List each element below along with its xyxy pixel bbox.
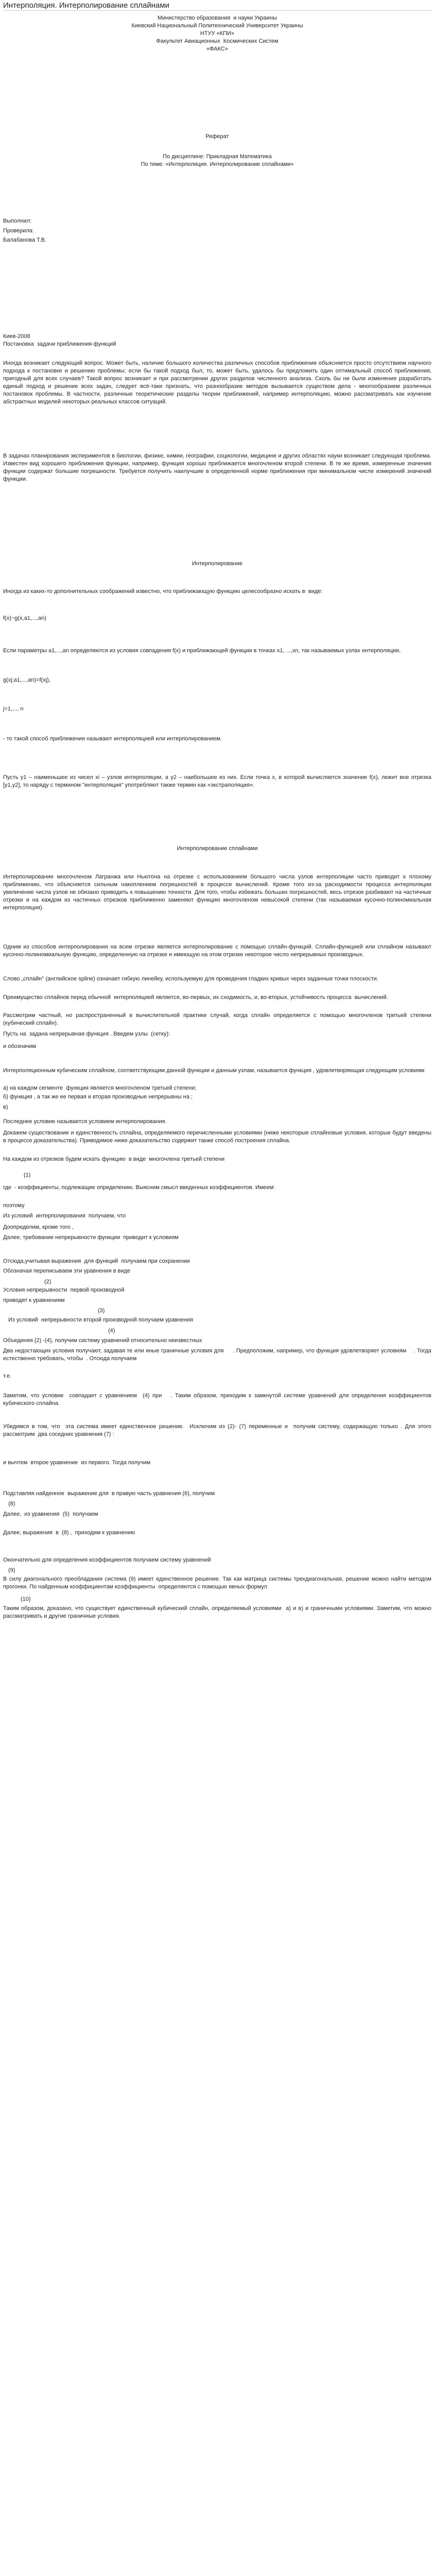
- paragraph: Рассмотрим частный, но распространенный в вычислительной практике случай, когда сплайн определяется с помощью многочленов третьей степени (кубический сплайн).: [3, 1012, 433, 1026]
- faks-line: «ФАКС»: [206, 46, 228, 52]
- paragraph: Далее, требование непрерывности функции приводит к условиям: [3, 1234, 179, 1241]
- page-title: Интерполяция. Интерполирование сплайнами: [3, 1, 170, 10]
- paragraph: Два недостающих условия получают, задавая те или иные граничные условия для . Предположим, например, что функция удовлетворяет условиям . Тогда естественно требовать, чтобы . Отсюда получаем: [3, 1348, 433, 1362]
- paragraph: Обозначая переписываем эти уравнения в виде: [3, 1268, 131, 1274]
- list-item: а) на каждом сегменте функция является многочленом третьей степени;: [3, 1085, 197, 1091]
- section-heading: Постановка задачи приближения функций: [3, 341, 116, 347]
- ministry-line: Министерство образования и науки Украины: [158, 15, 277, 21]
- formula: f(x)~g(x,a1,...,an): [3, 615, 47, 621]
- paragraph: Слово „сплайн" (английское spline) означает гибкую линейку, используемую для проведения гладких кривых через заданные точки плоскости.: [3, 976, 378, 982]
- discipline-line: По дисциплине: Прикладная Математика: [163, 154, 272, 160]
- paragraph: Интерполяционным кубическим сплайном, соответствующим данной функции и данным узлам, называется функция , удовлетворяющая следующим условиям:: [3, 1067, 426, 1074]
- section-heading: Интерполирование: [192, 561, 242, 567]
- paragraph: Убедимся в том, что эта система имеет единственное решение. Исключим из (2)- (7) переменные и получим систему, содержащую только . Для этого рассмотрим два соседних уравнения (7) :: [3, 1423, 433, 1437]
- formula: j=1,..., n: [3, 706, 24, 712]
- report-label: Реферат: [205, 133, 229, 140]
- equation-number: (8): [8, 1501, 15, 1507]
- paragraph: Из условий интерполирования получаем, что: [3, 1213, 126, 1219]
- paragraph: Докажем существование и единственность сплайна, определяемого перечисленными условиями (ниже некоторые сплайновые условия, которые будут введены в процессе доказательства). Приводимое ниже доказательство содержит также способ построения сплайна.: [3, 1130, 433, 1144]
- city-year: Киев-2008: [3, 333, 30, 340]
- paragraph: - то такой способ приближения называют интерполяцией или интерполированием.: [3, 736, 222, 742]
- paragraph: Из условий непрерывности второй производной получаем уравнения: [8, 1317, 193, 1323]
- paragraph: поэтому: [3, 1202, 25, 1209]
- list-item: б) функция , а так же ее первая и вторая производные непрерывны на ;: [3, 1094, 193, 1100]
- list-item: в): [3, 1104, 8, 1110]
- paragraph: В силу диагонального преобладания система (9) имеет единственное решение. Так как матрица системы трехдиагональная, решение можно найти методом прогонки. По найденным коэффициентам коэффициенты определяются с помощью явных формул: [3, 1576, 433, 1590]
- paragraph: На каждом из отрезков будем искать функцию в виде многочлена третьей степени: [3, 1156, 225, 1162]
- paragraph: Условия непрерывности первой производной: [3, 1287, 125, 1293]
- equation-number: (1): [24, 1172, 31, 1178]
- university-line: Киевский Национальный Политехнический Университет Украины: [131, 23, 303, 29]
- paragraph: Одним из способов интерполирования на всем отрезке является интерполирование с помощью сплайн-функций. Сплайн-функцией или сплайном называют кусочно-полиномиальную функцию, определенную на отрезке и имеющую на этом отрезке некоторое число непрерывных производных.: [3, 944, 433, 958]
- paragraph: Таким образом, доказано, что существует единственный кубический сплайн, определяемый условиями а) и в) и граничными условиями. Заметим, что можно рассматривать и другие граничные условия.: [3, 1605, 433, 1619]
- faculty-line: Факультет Авиационных Космических Систем: [156, 38, 278, 44]
- paragraph: Заметим, что условие совпадает с уравнением (4) при . Таким образом, приходим к замкнутой системе уравнений для определения коэффициентов кубического сплайна.: [3, 1393, 433, 1406]
- paragraph: Объединяя (2) -(4), получим систему уравнений относительно неизвестных: [3, 1337, 202, 1344]
- equation-number: (2): [44, 1279, 51, 1285]
- equation-number: (10): [21, 1596, 31, 1602]
- paragraph: и обозначим: [3, 1043, 37, 1049]
- author-name: Балабанова Т.В.: [3, 237, 47, 243]
- section-heading: Интерполирование сплайнами: [177, 845, 258, 852]
- paragraph: Подставляя найденное выражение для в правую часть уравнения (6), получим: [3, 1490, 215, 1497]
- paragraph: Отсюда,учитывая выражения для функций получаем при сохранении: [3, 1258, 190, 1264]
- equation-number: (3): [98, 1308, 105, 1314]
- paragraph: Иногда из каких-то дополнительных соображений известно, что приближающую функцию целесообразно искать в виде:: [3, 588, 323, 595]
- paragraph: Преимущество сплайнов перед обычной интерполяцией является, во-первых, их сходимость, и, во-вторых, устойчивость процесса вычислений.: [3, 994, 388, 1001]
- paragraph: приводят к уравнениям: [3, 1297, 65, 1303]
- author-performed: Выполнил:: [3, 218, 32, 224]
- equation-number: (9): [8, 1567, 15, 1573]
- paragraph: Последнее условие называется условием интерполирования.: [3, 1118, 167, 1125]
- formula: g(xj;a1,...,an)=f(xj),: [3, 677, 51, 683]
- topic-line: По теме: «Интерполяция. Интерполирование сплайнами»: [141, 161, 294, 167]
- paragraph: Далее, выражения в (8) , приходим к уравнению: [3, 1530, 135, 1536]
- paragraph: Окончательно для определения коэффициентов получаем систему уравнений: [3, 1557, 211, 1563]
- paragraph: Если параметры a1,...,an определяются из условия совпадения f(x) и приближающей функции в точках x1, ...,xn, так называемых узлах интерполяции,: [3, 648, 401, 654]
- ntuu-line: НТУУ «КПИ»: [200, 30, 235, 37]
- paragraph: В задачах планирования экспериментов в биологии, физике, химии, географии, социологии, медицине и других областях науки возникает следующая проблема. Известен вид хорошего приближения функции, например, функция хорошо приближается многочленом второй степени. В те же время, измеренные значения функции содержат большие погрешности. Требуется получить наилучшие в определенной норме приближения при минимальном числе измерений значений функции.: [3, 453, 433, 482]
- paragraph: Доопределим, кроме того ,: [3, 1224, 74, 1230]
- paragraph: Иногда возникает следующий вопрос. Может быть, наличие большого количества различных способов приближения объясняется просто отсутствием научного подхода к постановке и решению проблемы; если бы такой подход был, то, может быть, удалось бы предложить один оптимальный способ приближения, пригодный для всех случаев? Такой вопрос возникает и при рассмотрении других разделов численного анализа. Сколь бы ни были изменения разработать единый подход и решение всех задач, следует всё-таки признать, что разнообразие методов вызывается существом дела - многообразием различных постановок проблемы. В частности, различные теоретические разделы теории приближений, например интерполяцию, можно рассматривать как изучение абстрактных моделей некоторых реальных классов ситуаций.: [3, 360, 433, 405]
- paragraph: Интерполирование многочленом Лагранжа или Ньютона на отрезке с использованием большого числа узлов интерполяции часто приводит к плохому приближению, что объясняется сильным накоплением погрешностей в процессе вычислений. Кроме того из-за расходимости процесса интерполяции увеличение числа узлов не обязано приводить к повышению точности. Для того, чтобы избежать больших погрешностей, весь отрезок разбивают на частичные отрезки и на каждом из частичных отрезков приближенно заменяют функцию многочленом невысокой степени (так называемая кусочно-полиномиальная интерполяция).: [3, 874, 433, 911]
- equation-number: (4): [108, 1328, 115, 1334]
- author-checked: Проверила:: [3, 228, 34, 234]
- title-divider: [3, 10, 433, 11]
- paragraph: т.е.: [3, 1373, 12, 1379]
- paragraph: где - коэффициенты, подлежащие определению. Выясним смысл введенных коэффициентов. Имеем:: [3, 1184, 275, 1191]
- paragraph: Пусть на задана непрерывная функция . Введем узлы (сетку):: [3, 1031, 170, 1037]
- paragraph: Далее, из уравнения (5) получаем: [3, 1511, 98, 1517]
- paragraph: Пусть y1 – наименьшее из чисел xi – узлов интерполяции, а y2 – наибольшее из них. Если точка x, в которой вычисляется значение f(x), лежит вне отрезка [y1,y2], то наряду с термином "интерполяция" употребляют также термин как «экстраполяция».: [3, 774, 433, 788]
- paragraph: и вычтем второе уравнение из первого. Тогда получим: [3, 1460, 151, 1466]
